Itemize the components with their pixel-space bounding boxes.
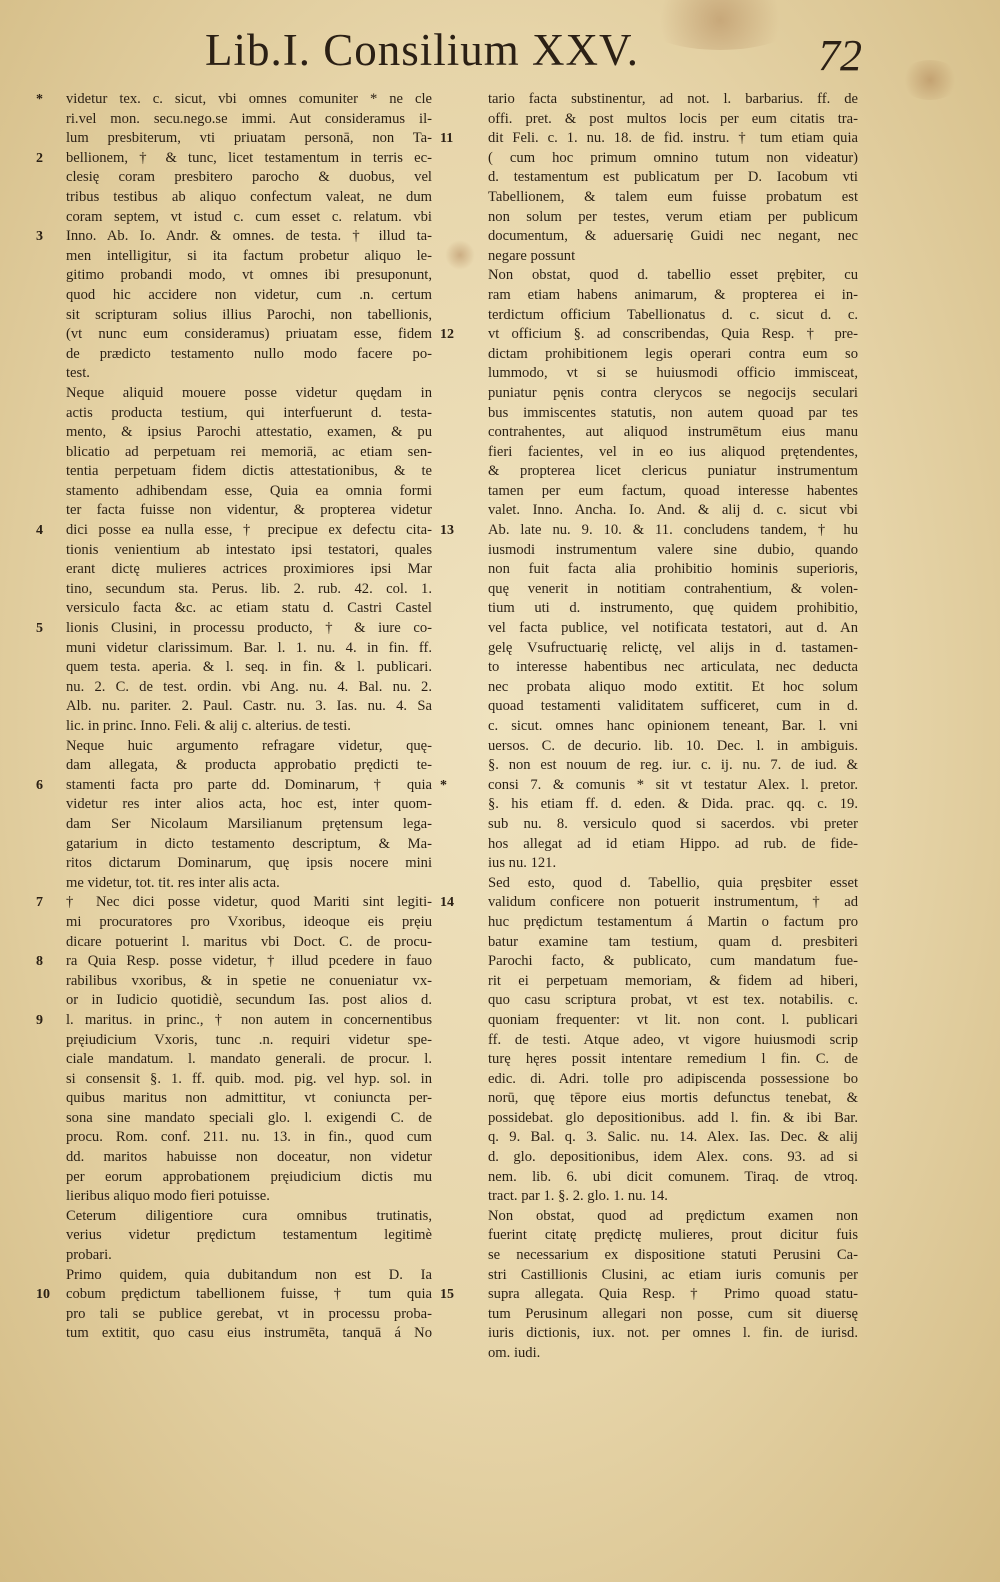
text-line <box>66 1226 432 1246</box>
line-text: ciale mandatum. l. mandato generali. de procur. l. <box>66 1051 432 1068</box>
text-line <box>66 560 432 580</box>
line-text: per eorum approbationem pręiudicium dictis mu <box>66 1168 432 1185</box>
line-text: lieribus aliquo modo fieri potuisse. <box>66 1188 270 1205</box>
line-text: videtur res inter alios acta, hoc est, inter quom- <box>66 796 432 813</box>
text-line <box>488 835 858 855</box>
line-text: Primo quidem, quia dubitandum non est D. Ia <box>66 1266 432 1283</box>
line-text: vt officium §. ad conscribendas, Quia Resp. † pre- <box>488 326 858 343</box>
text-line <box>488 1050 858 1070</box>
line-text: ius nu. 121. <box>488 855 557 872</box>
line-text: supra allegata. Quia Resp. † Primo quoad statu- <box>488 1286 858 1303</box>
text-line <box>36 893 432 913</box>
text-line <box>488 1031 858 1051</box>
text-line <box>66 678 432 698</box>
text-line <box>66 168 432 188</box>
line-text: Neque aliquid mouere posse videtur quędam in <box>66 384 432 401</box>
text-line <box>488 1226 858 1246</box>
text-line <box>66 384 432 404</box>
text-line <box>488 639 858 659</box>
line-text: iuris dictionis, iux. not. per omnes l. fin. de iurisd. <box>488 1325 858 1342</box>
text-line <box>36 1011 432 1031</box>
line-text: muni videtur clarissimum. Bar. l. 1. nu. 4. in fin. ff. <box>66 639 432 656</box>
line-text: edic. di. Adri. tolle pro adipiscenda possessione bo <box>488 1070 858 1087</box>
line-text: test. <box>66 365 90 382</box>
line-text: cobum prędictum tabellionem fuisse, † tum quia <box>66 1286 432 1303</box>
line-text: dd. maritos habuisse non doceatur, non videtur <box>66 1149 432 1166</box>
text-line <box>66 658 432 678</box>
text-line <box>488 168 858 188</box>
line-text: l. maritus. in princ., † non autem in concernentibus <box>66 1011 432 1028</box>
text-line <box>488 952 858 972</box>
text-line <box>488 227 858 247</box>
line-text: dicare potuerint l. maritus vbi Doct. C. de procu- <box>66 933 432 950</box>
text-line <box>66 697 432 717</box>
text-line <box>488 1070 858 1090</box>
line-text: gatarium in dicto testamento descriptum, & Ma- <box>66 835 432 852</box>
line-text: Non obstat, quod d. tabellio esset prębiter, cu <box>488 267 858 284</box>
line-text: §. his etiam ff. d. eden. & Dida. prac. qq. c. 19. <box>488 796 858 813</box>
text-line <box>488 1011 858 1031</box>
line-text: procu. Rom. conf. 211. nu. 13. in fin., quod cum <box>66 1129 432 1146</box>
line-text: non solum per testes, verum etiam per publicum <box>488 208 858 225</box>
text-line <box>488 1324 858 1344</box>
line-text: ra Quia Resp. posse videtur, † illud pcedere in fauo <box>66 953 432 970</box>
text-line <box>66 462 432 482</box>
text-line <box>488 384 858 404</box>
line-text: Sed esto, quod d. Tabellio, quia pręsbiter esset <box>488 874 858 891</box>
line-text: Parochi facto, & publicato, cum mandatum fue- <box>488 953 858 970</box>
marginal-number: 10 <box>36 1287 50 1303</box>
line-text: gelę Vsufructuarię relictę, vel alijs in d. tastamen- <box>488 639 858 656</box>
line-text: men intelligitur, si ita factum probetur aliquo le- <box>66 247 432 264</box>
line-text: de prædicto testamento nullo modo facere po- <box>66 345 432 362</box>
line-text: terdictum officium Tabellionatus d. c. sicut d. c. <box>488 306 858 323</box>
text-line <box>488 1148 858 1168</box>
line-text: verius videtur prędictum testamentum legitimè <box>66 1227 432 1244</box>
text-line <box>66 1207 432 1227</box>
line-text: quę venerit in notitiam contrahentium, & volen- <box>488 580 858 597</box>
text-line <box>488 247 858 267</box>
line-text: pręiudicium Vxoris, tunc .n. requiri videtur spe- <box>66 1031 432 1048</box>
text-line <box>488 1305 858 1325</box>
text-line <box>66 1266 432 1286</box>
line-text: offi. pret. & post multos locis per eum citatis tra- <box>488 110 858 127</box>
line-text: batur examine tam testium, quam d. presbiteri <box>488 933 858 950</box>
line-text: puniatur pęnis contra clerycos se negocijs seculari <box>488 384 858 401</box>
line-text: actis producta testium, qui interfuerunt d. testa- <box>66 404 432 421</box>
text-line <box>488 619 858 639</box>
text-line <box>488 364 858 384</box>
text-line <box>440 893 858 913</box>
line-text: si consensit §. 1. ff. quib. mod. pig. vel hyp. sol. in <box>66 1070 432 1087</box>
line-text: ritos dictarum Dominarum, quę ipsis nocere mini <box>66 855 432 872</box>
text-line <box>66 208 432 228</box>
marginal-number: 9 <box>36 1012 43 1028</box>
marginal-number: * <box>36 92 43 107</box>
text-line <box>66 404 432 424</box>
line-text: huc prędictum testamentum á Martin o factum pro <box>488 913 858 930</box>
text-line <box>66 599 432 619</box>
line-text: probari. <box>66 1247 112 1264</box>
page-header <box>0 22 1000 82</box>
text-line <box>66 835 432 855</box>
line-text: quod hic accidere non videtur, cum .n. certum <box>66 286 432 303</box>
text-line <box>488 560 858 580</box>
line-text: tentia perpetuam fidem dictis attestationibus, & te <box>66 463 432 480</box>
line-text: iusmodi instrumentum valere sine dubio, quando <box>488 541 858 558</box>
text-line <box>488 1246 858 1266</box>
line-text: ( cum hoc primum omnino tutum non videatur) <box>488 149 858 166</box>
text-line <box>66 639 432 659</box>
text-line <box>66 991 432 1011</box>
text-line <box>66 266 432 286</box>
marginal-number: 15 <box>440 1287 454 1303</box>
line-text: uersos. C. de decurio. lib. 10. Dec. l. in ambiguis. <box>488 737 858 754</box>
text-line <box>36 619 432 639</box>
text-line <box>440 325 858 345</box>
line-text: fieri facientes, vel in eo ius aliquod prętendentes, <box>488 443 858 460</box>
line-text: erant dictę mulieres actrices proximiores ipsi Mar <box>66 561 432 578</box>
marginal-number: * <box>440 777 447 793</box>
line-text: vel facta publice, vel notificata testatori, aut d. An <box>488 620 858 637</box>
text-line <box>488 854 858 874</box>
text-line <box>36 521 432 541</box>
line-text: sit scripturam solius illius Parochi, non tabellionis, <box>66 306 432 323</box>
text-line <box>66 854 432 874</box>
line-text: lum presbiterum, vti priuatam personā, non Ta- <box>66 130 432 147</box>
line-text: to interesse habentibus nec articulata, nec deducta <box>488 659 858 676</box>
text-line <box>66 1324 432 1344</box>
text-line <box>488 1168 858 1188</box>
line-text: tario facta substinentur, ad not. l. barbarius. ff. de <box>488 91 858 107</box>
line-text: d. glo. depositionibus, idem Alex. cons. 93. ad si <box>488 1149 858 1166</box>
line-text: §. non est nouum de reg. iur. c. ij. nu. 7. de iud. & <box>488 757 858 774</box>
line-text: d. testamentum est publicatum per D. Iacobum vti <box>488 169 858 186</box>
text-line <box>488 1109 858 1129</box>
line-text: ff. de testi. Atque adeo, vt vigore huiusmodi scrip <box>488 1031 858 1048</box>
line-text: ri.vel mon. secu.nego.se immi. Aut consideramus il- <box>66 110 432 127</box>
text-line <box>66 188 432 208</box>
marginal-number: 6 <box>36 777 43 793</box>
text-line <box>66 1148 432 1168</box>
text-line <box>488 580 858 600</box>
line-text: rabilibus vxoribus, & in spetie ne conueniatur vx- <box>66 972 432 989</box>
text-line <box>66 815 432 835</box>
line-text: Inno. Ab. Io. Andr. & omnes. de testa. † illud ta- <box>66 228 432 245</box>
text-line <box>36 776 432 796</box>
text-line <box>66 795 432 815</box>
line-text: Neque huic argumento refragare videtur, quę- <box>66 737 432 754</box>
line-text: bellionem, † & tunc, licet testamentum in terris ec- <box>66 149 432 166</box>
line-text: & propterea licet clericus puniatur instrumentum <box>488 463 858 480</box>
text-line <box>488 972 858 992</box>
marginal-number: 8 <box>36 954 43 970</box>
text-line <box>488 815 858 835</box>
text-line <box>488 1266 858 1286</box>
text-line <box>488 737 858 757</box>
text-line <box>488 599 858 619</box>
paper-stain <box>445 240 475 270</box>
text-line <box>488 266 858 286</box>
text-line <box>66 1031 432 1051</box>
text-line <box>488 482 858 502</box>
line-text: quibus maritus non admittitur, vt coniuncta per- <box>66 1090 432 1107</box>
text-line <box>66 874 432 894</box>
line-text: norū, quę tēpore eius mortis defunctus tenebat, & <box>488 1090 858 1107</box>
text-line <box>66 756 432 776</box>
line-text: valet. Inno. Ancha. Io. And. & alij d. c. sicut vbi <box>488 502 858 519</box>
line-text: nem. lib. 6. ubi dicit comunem. Tiraq. de vtroq. <box>488 1168 858 1185</box>
folio-number: 72 <box>818 31 862 80</box>
text-line <box>488 423 858 443</box>
text-line <box>488 658 858 678</box>
line-text: quem testa. aperia. & l. seq. in fin. & l. publicari. <box>66 659 432 676</box>
marginal-number: 12 <box>440 327 454 343</box>
line-text: coram septem, vt istud c. cum esset c. relatum. vbi <box>66 208 432 225</box>
line-text: nec probata aliquo modo extitit. Et hoc solum <box>488 678 858 695</box>
line-text: Ceterum diligentiore cura omnibus trutinatis, <box>66 1207 432 1224</box>
text-line <box>488 110 858 130</box>
text-line <box>66 737 432 757</box>
line-text: (vt nunc eum consideramus) priuatam esse, fidem <box>66 326 432 343</box>
text-line <box>66 364 432 384</box>
text-line <box>66 913 432 933</box>
text-line <box>488 208 858 228</box>
text-line <box>488 345 858 365</box>
line-text: turę hęres possit intentare remedium l fin. C. de <box>488 1051 858 1068</box>
text-line <box>66 1109 432 1129</box>
text-line <box>488 501 858 521</box>
text-line <box>488 443 858 463</box>
text-line <box>66 482 432 502</box>
line-text: stamenti facta pro parte dd. Dominarum, † quia <box>66 776 432 793</box>
text-line <box>488 717 858 737</box>
line-text: tum Perusinum allegari non posse, cum sit diuersę <box>488 1305 858 1322</box>
marginal-number: 11 <box>440 131 454 147</box>
line-text: tino, secundum sta. Perus. lib. 2. rub. 42. col. 1. <box>66 580 432 597</box>
text-line <box>66 933 432 953</box>
text-line <box>488 404 858 424</box>
text-line <box>66 1089 432 1109</box>
line-text: clesię coram presbitero parocho & duobus, vel <box>66 169 432 186</box>
line-text: ter facta fuisse non videntur, & propterea videtur <box>66 502 432 519</box>
line-text: me videtur, tot. tit. res inter alis acta. <box>66 874 280 891</box>
text-line <box>440 129 858 149</box>
line-text: blicatio ad perpetuam rei memoriā, ac etiam sen- <box>66 443 432 460</box>
text-line <box>488 991 858 1011</box>
text-line <box>66 1305 432 1325</box>
line-text: or in Iudicio quotidiè, secundum Ias. post alios d. <box>66 992 432 1009</box>
line-text: dit Feli. c. 1. nu. 18. de fid. instru. † tum etiam quia <box>488 130 858 147</box>
line-text: gitimo probandi modo, vt omnes ibi presuponunt, <box>66 267 432 284</box>
line-text: documentum, & aduersarię Guidi nec negant, nec <box>488 228 858 245</box>
line-text: validum conficere non potuerit instrumentum, † ad <box>488 894 858 911</box>
line-text: sub nu. 8. versiculo quod si sacerdos. vbi preter <box>488 815 858 832</box>
text-line <box>66 129 432 149</box>
text-line <box>488 1207 858 1227</box>
text-line <box>66 286 432 306</box>
line-text: dam allegata, & producta approbatio prędicti te- <box>66 757 432 774</box>
text-line <box>488 462 858 482</box>
text-line <box>488 697 858 717</box>
text-line <box>66 110 432 130</box>
line-text: nu. 2. C. de test. ordin. vbi Ang. nu. 4. Bal. nu. 2. <box>66 678 432 695</box>
line-text: tamen per eum factum, quoad interesse habentes <box>488 482 858 499</box>
line-text: contrahentes, aut aliquod instrumētum eius manu <box>488 424 858 441</box>
line-text: quoniam frequenter: vt lit. non cont. l. publicari <box>488 1011 858 1028</box>
text-line <box>66 1050 432 1070</box>
text-line <box>66 325 432 345</box>
line-text: negare possunt <box>488 247 576 264</box>
marginal-number: 7 <box>36 895 43 911</box>
text-line <box>66 580 432 600</box>
text-line <box>488 188 858 208</box>
text-line <box>488 913 858 933</box>
line-text: tionis venientium ab intestato ipsi testatori, quales <box>66 541 432 558</box>
line-text: ram etiam habens animarum, & propterea ei in- <box>488 286 858 303</box>
text-line <box>66 541 432 561</box>
marginal-number: 5 <box>36 621 43 637</box>
marginal-number: 3 <box>36 229 43 245</box>
line-text: Tabellionem, & talem eum fuisse probatum est <box>488 188 858 205</box>
marginal-number: 2 <box>36 150 43 166</box>
text-line <box>488 1187 858 1207</box>
line-text: rit ei perpetuam memoriam, & fidem ad hiberi, <box>488 972 858 989</box>
line-text: Ab. late nu. 9. 10. & 11. concludens tandem, † hu <box>488 522 858 539</box>
text-line <box>36 149 432 169</box>
text-line <box>488 286 858 306</box>
right-text-column <box>440 90 858 1364</box>
line-text: stri Castillionis Clusini, ac etiam iuris comunis per <box>488 1266 858 1283</box>
text-line <box>488 90 858 110</box>
line-text: stamento adhibendam esse, Quia ea omnia formi <box>66 482 432 499</box>
line-text: tium uti d. instrumento, quę quidem prohibitio, <box>488 600 858 617</box>
text-line <box>440 521 858 541</box>
marginal-number: 13 <box>440 523 454 539</box>
text-line <box>488 795 858 815</box>
text-line <box>488 1128 858 1148</box>
line-text: quo casu scriptura probat, vt est tex. notabilis. c. <box>488 992 858 1009</box>
text-line <box>488 678 858 698</box>
text-line <box>66 972 432 992</box>
line-text: † Nec dici posse videtur, quod Mariti sint legiti- <box>66 894 432 911</box>
text-line <box>440 1285 858 1305</box>
text-line <box>66 1128 432 1148</box>
line-text: Non obstat, quod ad prędictum examen non <box>488 1207 858 1224</box>
line-text: q. 9. Bal. q. 3. Salic. nu. 14. Alex. Ias. Dec. & alij <box>488 1129 858 1146</box>
line-text: mi procuratores pro Vxoribus, ideoque eis pręiu <box>66 913 432 930</box>
marginal-number: 4 <box>36 523 43 539</box>
line-text: consi 7. & comunis * sit vt testatur Alex. l. pretor. <box>488 776 858 793</box>
text-line <box>66 501 432 521</box>
text-line <box>66 247 432 267</box>
text-line <box>36 1285 432 1305</box>
text-line <box>66 443 432 463</box>
line-text: Alb. nu. pariter. 2. Paul. Castr. nu. 3. Ias. nu. 4. Sa <box>66 698 432 715</box>
line-text: hos allegat ad id etiam Hippo. ad rub. de fide- <box>488 835 858 852</box>
text-line <box>66 1168 432 1188</box>
line-text: dici posse ea nulla esse, † precipue ex defectu cita- <box>66 522 432 539</box>
line-text: lic. in princ. Inno. Feli. & alij c. alterius. de testi. <box>66 718 351 734</box>
line-text: dam Ser Nicolaum Marsilianum prętensum lega- <box>66 815 432 832</box>
line-text: se necessarium ex dispositione statuti Perusini Ca- <box>488 1247 858 1264</box>
line-text: versiculo facta &c. ac etiam statu d. Castri Castel <box>66 600 432 617</box>
line-text: bus immiscentes statutis, non autem quoad par tes <box>488 404 858 421</box>
text-line <box>36 227 432 247</box>
text-line <box>488 1089 858 1109</box>
text-line <box>36 90 432 110</box>
line-text: tribus testibus ab aliquo confectum valeat, ne dum <box>66 188 432 205</box>
text-line <box>440 776 858 796</box>
text-line <box>66 1070 432 1090</box>
line-text: pro tali se publice gerebat, vt in processu proba- <box>66 1305 432 1322</box>
line-text: om. iudi. <box>488 1345 541 1361</box>
line-text: tum extitit, quo casu eius instrumēta, tanquā á No <box>66 1325 432 1342</box>
line-text: videtur tex. c. sicut, vbi omnes comuniter * ne cle <box>66 91 432 107</box>
text-line <box>488 541 858 561</box>
running-title: Lib.I. Consilium XXV. <box>205 25 639 75</box>
line-text: lionis Clusini, in processu producto, † & iure co- <box>66 620 432 637</box>
line-text: tract. par 1. §. 2. glo. 1. nu. 14. <box>488 1188 668 1205</box>
marginal-number: 14 <box>440 895 454 911</box>
text-line <box>66 717 432 737</box>
line-text: non fuit facta alia prohibitio hominis superioris, <box>488 561 858 578</box>
text-line <box>488 933 858 953</box>
text-line <box>488 149 858 169</box>
line-text: possidebat. glo depositionibus. add l. fin. & ibi Bar. <box>488 1109 858 1126</box>
text-line <box>488 756 858 776</box>
text-line <box>66 423 432 443</box>
text-line <box>488 306 858 326</box>
line-text: quoad testamenti validitatem sufficeret, cum in d. <box>488 698 858 715</box>
text-line <box>488 874 858 894</box>
line-text: mento, & ipsius Parochi attestatio, examen, & pu <box>66 424 432 441</box>
text-line <box>66 1187 432 1207</box>
text-line <box>66 345 432 365</box>
line-text: fuerint citatę prędictę mulieres, prout dicitur fuis <box>488 1227 858 1244</box>
text-line <box>36 952 432 972</box>
line-text: dictam prohibitionem legis operari contra eum so <box>488 345 858 362</box>
line-text: lummodo, vt si se huiusmodi officio immisceat, <box>488 365 858 382</box>
left-text-column <box>36 90 432 1344</box>
text-line <box>66 306 432 326</box>
line-text: sona sine mandato speciali glo. l. exigendi C. de <box>66 1109 432 1126</box>
text-line <box>488 1344 858 1364</box>
line-text: c. sicut. omnes hanc opinionem teneant, Bar. l. vni <box>488 718 858 734</box>
text-line <box>66 1246 432 1266</box>
